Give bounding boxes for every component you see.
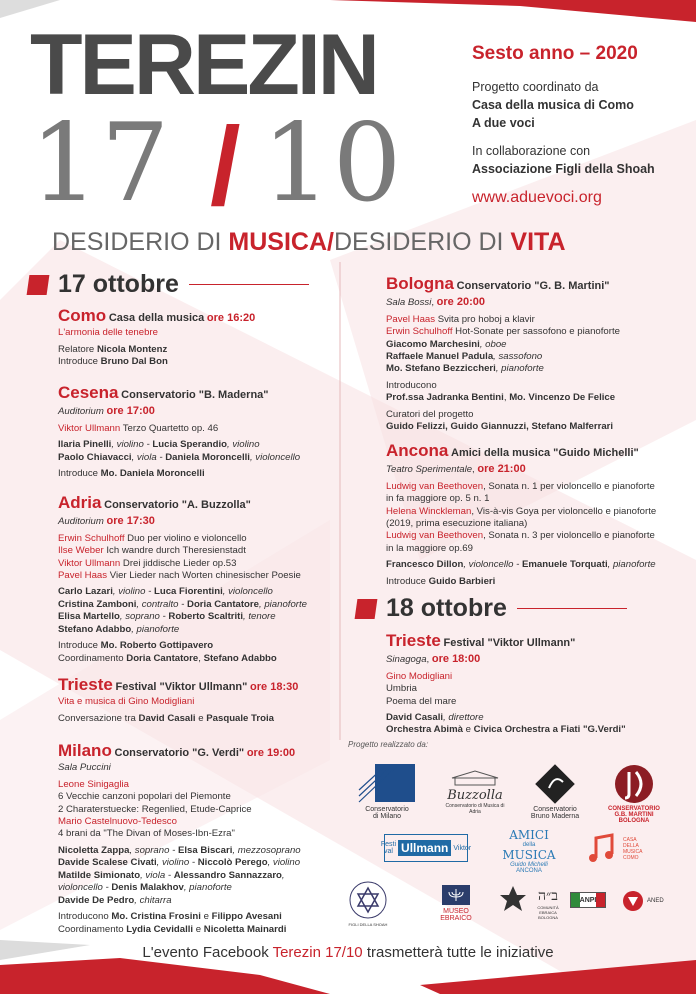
logo-casa-musica — [586, 832, 656, 866]
day-rule — [189, 284, 309, 285]
logo-text: Ullmann — [398, 840, 451, 856]
logo-text: CASA DELLA MUSICA COMO — [623, 837, 643, 861]
menorah-icon — [441, 884, 471, 906]
collab-name: Associazione Figli della Shoah — [472, 162, 655, 177]
logo-text: Conservatorio di Musica di Adria — [445, 803, 505, 815]
event-como — [58, 305, 255, 369]
performer: David Casali — [386, 711, 444, 723]
event-venue: Amici della musica "Guido Michelli" — [451, 447, 639, 459]
instrument: , pianoforte — [258, 598, 307, 610]
logo-figli-shoah — [345, 880, 391, 927]
instrument: violoncello - — [58, 882, 112, 894]
logo-text: ANCONA — [516, 868, 542, 874]
event-time: ore 20:00 — [436, 296, 485, 309]
event-hall: Sala Puccini — [58, 762, 111, 774]
instrument: , mezzosoprano — [232, 844, 301, 856]
top-red-strip — [330, 0, 696, 22]
event-cesena — [58, 382, 300, 480]
instrument: , violino - — [111, 439, 153, 451]
event-bologna: Bologna Conservatorio "G. B. Martini" Sala Bossi, ore 20:00 Pavel Haas Svita pro hoboj a klavir Erwin Schulhoff Hot-Sonate per sassofono e pianoforte Giacomo Marchesini, oboe Raffaele Manuel Padula, sassofono Mo. Stefano Bezziccheri, pianoforte Introducono Prof.ssa Jadranka Bentini, Mo. Vincenzo De Felice Curatori del progetto Guido Felizzi, Guido Giannuzzi, Stefano Malferrari — [386, 274, 620, 433]
instrument: , oboe — [479, 338, 507, 350]
person: Mo. Vincenzo De Felice — [509, 392, 616, 404]
text: e — [193, 923, 204, 935]
edition: Sesto anno – 2020 — [472, 43, 638, 64]
event-city: Ancona — [386, 441, 449, 460]
logo-text: Viktor — [453, 844, 472, 852]
day-heading-17 — [28, 270, 309, 299]
logo-conservatorio-bologna — [596, 764, 672, 824]
text: Introduce — [58, 640, 101, 652]
event-adria — [58, 492, 307, 665]
performer: Paolo Chiavacci — [58, 451, 132, 463]
text: Introduce — [58, 356, 101, 368]
tagline — [52, 230, 566, 255]
logo-text: Guido Michelli — [510, 862, 548, 868]
performer: Denis Malakhov — [111, 882, 184, 894]
text: e — [195, 712, 207, 724]
logo-text: BOLOGNA — [618, 818, 650, 824]
performer: Niccolò Perego — [197, 857, 268, 869]
performer: Elsa Biscari — [177, 844, 233, 856]
text: , — [503, 392, 510, 404]
instrument: , contralto - — [136, 598, 188, 610]
logo-text: G.B. MARTINI — [614, 812, 654, 818]
event-city: Como — [58, 306, 107, 325]
composer: Viktor Ullmann — [58, 557, 121, 569]
maderna-logo-icon — [535, 764, 575, 804]
logo-anpi — [570, 892, 610, 908]
event-venue: Conservatorio "G. Verdi" — [114, 747, 245, 759]
instrument: , violino — [227, 439, 260, 451]
text: , — [198, 652, 204, 664]
instrument: , viola - — [131, 451, 166, 463]
event-time: ore 17:30 — [106, 515, 155, 528]
logo-text: MUSEO — [443, 908, 469, 915]
person: Lydia Cevidalli — [126, 923, 194, 935]
performer: Raffaele Manuel Padula — [386, 350, 494, 362]
person: Mo. Cristina Frosini — [111, 911, 201, 923]
event-time: ore 16:20 — [206, 312, 256, 324]
performer: Nicoletta Zappa — [58, 844, 130, 856]
top-grey-strip — [0, 0, 60, 18]
title-number-right: 10 — [262, 101, 404, 226]
event-hall: Auditorium — [58, 516, 104, 528]
day-marker — [355, 599, 378, 619]
day-label: 18 ottobre — [386, 594, 507, 622]
composer: Ludwig van Beethoven — [386, 530, 484, 542]
logo-maderna — [520, 764, 590, 820]
title-slash: / — [210, 105, 241, 228]
event-venue: Conservatorio "G. B. Martini" — [456, 280, 610, 292]
work: , Sonata n. 1 per violoncello e pianoforte — [483, 480, 655, 492]
event-time: ore 18:00 — [431, 653, 481, 666]
instrument: , violino - — [156, 857, 198, 869]
event-time: ore 17:00 — [106, 405, 155, 418]
text: Introduce — [386, 575, 429, 587]
logo-text: MUSICA — [502, 848, 556, 862]
day-label: 17 ottobre — [58, 270, 179, 298]
work: (2019, prima esecuzione italiana) — [386, 517, 528, 529]
work: Hot-Sonate per sassofono e pianoforte — [452, 326, 620, 338]
work: Svita pro hoboj a klavir — [435, 313, 535, 325]
event-venue: Conservatorio "A. Buzzolla" — [104, 499, 251, 511]
person: Mo. Daniela Moroncelli — [100, 467, 205, 479]
logo-museo-ebraico — [434, 884, 478, 922]
composer: Erwin Schulhoff — [386, 326, 453, 338]
person: Nicola Montenz — [96, 343, 168, 355]
performer: Lucia Sperandio — [152, 439, 228, 451]
person: Mo. Roberto Gottipavero — [100, 640, 214, 652]
star-of-david-icon — [348, 880, 388, 920]
event-subtitle: L'armonia delle tenebre — [58, 327, 158, 339]
composer: Gino Modigliani — [386, 670, 453, 682]
performer: Carlo Lazari — [58, 586, 113, 598]
logo-text: Bruno Maderna — [530, 813, 580, 820]
day-heading-18 — [356, 594, 627, 623]
instrument: , chitarra — [134, 894, 172, 906]
event-city: Bologna — [386, 274, 454, 293]
event-venue: Festival "Viktor Ullmann" — [443, 637, 576, 649]
event-city: Trieste — [58, 675, 113, 694]
event-hall: Teatro Sperimentale — [386, 464, 473, 476]
person: Nicoletta Mainardi — [203, 923, 287, 935]
tagline-slash: / — [327, 228, 334, 256]
person: Bruno Dal Bon — [100, 356, 168, 368]
bologna-logo-icon — [612, 764, 656, 804]
star-icon — [498, 884, 528, 914]
work: 2 Charaterstuecke: Regenlied, Etude-Caprice — [58, 803, 252, 815]
performer: Daniela Moroncelli — [165, 451, 250, 463]
tagline-musica: MUSICA — [228, 228, 328, 256]
event-time: ore 21:00 — [477, 463, 526, 476]
composer: Viktor Ullmann — [58, 422, 121, 434]
coord-label: Progetto coordinato da — [472, 79, 599, 94]
logo-text: di Milano — [372, 813, 401, 820]
performer: Ilaria Pinelli — [58, 439, 112, 451]
person: Guido Felizzi, Guido Giannuzzi, Stefano Malferrari — [386, 421, 614, 433]
music-note-icon — [586, 832, 620, 866]
instrument: , tenore — [243, 611, 276, 623]
work: , Vis-à-vis Goya per violoncello e pianoforte — [471, 505, 657, 517]
event-venue: Festival "Viktor Ullmann" — [115, 681, 248, 693]
event-hall: Auditorium — [58, 406, 104, 418]
logo-text: EBRAICA — [539, 910, 557, 915]
milano-logo-icon — [357, 762, 417, 804]
logo-buzzolla — [440, 770, 510, 815]
hebrew-glyph: ב״ה — [537, 888, 559, 904]
logo-text: Buzzolla — [447, 788, 503, 803]
event-milano — [58, 740, 301, 936]
event-city: Adria — [58, 493, 102, 512]
event-venue: Conservatorio "B. Maderna" — [121, 389, 269, 401]
work: 4 brani da "The Divan of Moses-Ibn-Ezra" — [58, 828, 235, 840]
text: Coordinamento — [58, 923, 127, 935]
tagline-vita: VITA — [510, 228, 566, 256]
performer: Roberto Scaltriti — [168, 611, 244, 623]
person: Guido Barbieri — [428, 575, 496, 587]
triangle-icon — [622, 890, 644, 912]
performer: Davide Scalese Civati — [58, 857, 157, 869]
person: Doria Cantatore — [126, 652, 199, 664]
person: David Casali — [138, 712, 196, 724]
composer: Leone Sinigaglia — [58, 778, 129, 790]
composer: Ilse Weber — [58, 545, 104, 557]
person: Pasquale Troia — [206, 712, 274, 724]
instrument: , pianoforte — [183, 882, 232, 894]
logo-text: Festi val — [380, 841, 397, 855]
logo-text: Conservatorio — [365, 806, 409, 813]
logo-aned — [622, 890, 672, 912]
event-trieste-1 — [58, 674, 298, 725]
logo-text: EBRAICO — [440, 915, 472, 922]
event-hall: Sinagoga — [386, 654, 427, 666]
work: Poema del mare — [386, 695, 457, 707]
text: e — [462, 724, 474, 736]
website-link[interactable]: www.aduevoci.org — [472, 189, 602, 207]
instrument: , violino — [267, 857, 301, 869]
logo-festival-ullmann — [380, 834, 472, 862]
facebook-event-link[interactable]: Terezin 17/10 — [272, 944, 363, 961]
event-time: ore 18:30 — [250, 681, 299, 693]
work: Terzo Quartetto op. 46 — [120, 422, 219, 434]
performer: Orchestra Abimà — [386, 724, 463, 736]
work: in la maggiore op.69 — [386, 542, 473, 554]
composer: Ludwig van Beethoven — [386, 480, 484, 492]
coord-name: A due voci — [472, 115, 535, 130]
performer: Giacomo Marchesini — [386, 338, 480, 350]
work: Drei jiddische Lieder op.53 — [120, 557, 237, 569]
instrument: , violoncello — [222, 586, 273, 598]
performer: Mo. Stefano Bezziccheri — [386, 363, 496, 375]
work: 6 Vecchie canzoni popolari del Piemonte — [58, 791, 231, 803]
work: Umbria — [386, 683, 417, 695]
logo-text: ANED — [647, 898, 664, 904]
performer: Matilde Simionato — [58, 869, 141, 881]
event-city: Trieste — [386, 631, 441, 650]
day-rule — [517, 608, 627, 609]
work: Duo per violino e violoncello — [124, 532, 247, 544]
footer-part: trasmetterà tutte le iniziative — [362, 944, 554, 961]
logo-text: COMUNITÀ — [537, 905, 559, 910]
instrument: , direttore — [443, 711, 484, 723]
instrument: , sassofono — [493, 350, 543, 362]
tagline-part: DESIDERIO DI — [52, 228, 229, 256]
composer: Helena Winckleman — [386, 505, 472, 517]
text: Introducono — [58, 911, 112, 923]
instrument: , soprano - — [129, 844, 178, 856]
work: , Sonata n. 3 per violoncello e pianoforte — [483, 530, 655, 542]
instrument: , violoncello - — [463, 559, 522, 571]
instrument: , violoncello — [249, 451, 301, 463]
performer: Luca Fiorentini — [153, 586, 223, 598]
collab-label: In collaborazione con — [472, 143, 591, 158]
instrument: , pianoforte — [495, 363, 544, 375]
logo-text: FIGLI DELLA SHOAH — [348, 922, 388, 927]
bottom-red-shape — [0, 958, 330, 994]
event-city: Cesena — [58, 383, 119, 402]
composer: Erwin Schulhoff — [58, 532, 125, 544]
coord-name: Casa della musica di Como — [472, 97, 634, 112]
logo-text: Conservatorio — [533, 806, 577, 813]
text: Conversazione tra — [58, 712, 139, 724]
flag-icon: ANPI — [570, 892, 606, 908]
performer: Alessandro Sannazzaro — [173, 869, 282, 881]
instrument: , — [281, 869, 285, 881]
composer: Pavel Haas — [58, 569, 108, 581]
text: Coordinamento — [58, 652, 127, 664]
text: e — [200, 911, 212, 923]
instrument: , viola - — [140, 869, 174, 881]
person: Prof.ssa Jadranka Bentini — [386, 392, 504, 404]
text: Introduce — [58, 467, 101, 479]
composer: Pavel Haas — [386, 313, 436, 325]
title-number-left: 17 — [30, 101, 172, 226]
logo-text: CONSERVATORIO — [608, 806, 660, 812]
performer: Elisa Martello — [58, 611, 120, 623]
event-venue: Casa della musica — [108, 312, 205, 324]
day-marker — [27, 275, 50, 295]
footer-part: L'evento Facebook — [142, 944, 273, 961]
composer: Mario Castelnuovo-Tedesco — [58, 815, 177, 827]
performer: Emanuele Torquati — [521, 559, 608, 571]
instrument: , pianoforte — [607, 559, 656, 571]
event-trieste-2: Trieste Festival "Viktor Ullmann" Sinagoga, ore 18:00 Gino Modigliani Umbria Poema del mare David Casali, direttore Orchestra Abimà e Civica Orchestra a Fiati "G.Verdi" — [386, 631, 626, 736]
person: Filippo Avesani — [211, 911, 282, 923]
event-hall: Sala Bossi — [386, 297, 432, 309]
performer: Cristina Zamboni — [58, 598, 137, 610]
event-time: ore 19:00 — [246, 747, 296, 759]
performer: Civica Orchestra a Fiati "G.Verdi" — [473, 724, 626, 736]
event-ancona: Ancona Amici della musica "Guido Michelli" Teatro Sperimentale, ore 21:00 Ludwig van Beethoven, Sonata n. 1 per violoncello e pianoforte in fa maggiore op. 5 n. 1 Helena Winckleman, Vis-à-vis Goya per violoncello e pianoforte (2019, prima esecuzione italiana) Ludwig van Beethoven, Sonata n. 3 per violoncello e pianoforte in la maggiore op.69 Francesco Dillon, violoncello - Emanuele Torquati, pianoforte Introduce Guido Barbieri — [386, 441, 657, 587]
logo-star — [496, 884, 530, 916]
logo-amici-musica — [494, 828, 564, 874]
text: Introducono — [386, 379, 437, 391]
performer: Stefano Adabbo — [58, 623, 132, 635]
performer: Davide De Pedro — [58, 894, 135, 906]
logo-text: BOLOGNA — [538, 915, 558, 920]
info-block — [472, 40, 692, 209]
event-subtitle: Vita e musica di Gino Modigliani — [58, 696, 195, 708]
logo-text: della — [522, 842, 536, 848]
work: Ich wandre durch Theresienstadt — [103, 545, 246, 557]
work: Vier Lieder nach Worten chinesischer Poesie — [107, 569, 301, 581]
instrument: , pianoforte — [131, 623, 180, 635]
instrument: , violino - — [112, 586, 154, 598]
performer: Francesco Dillon — [386, 559, 464, 571]
instrument: , soprano - — [119, 611, 169, 623]
person: Stefano Adabbo — [203, 652, 277, 664]
logo-comunita-ebraica — [528, 888, 568, 920]
work: in fa maggiore op. 5 n. 1 — [386, 493, 490, 505]
partners-label: Progetto realizzato da: — [348, 740, 429, 749]
event-city: Milano — [58, 741, 112, 760]
building-icon — [450, 770, 500, 786]
logo-conservatorio-milano — [352, 762, 422, 820]
text: Relatore — [58, 343, 97, 355]
logo-text: AMICI — [509, 828, 549, 842]
tagline-part: DESIDERIO DI — [333, 228, 511, 256]
performer: Doria Cantatore — [187, 598, 259, 610]
footer-text — [0, 944, 696, 961]
title-terezin: TEREZIN — [30, 17, 377, 113]
text: Curatori del progetto — [386, 408, 474, 420]
